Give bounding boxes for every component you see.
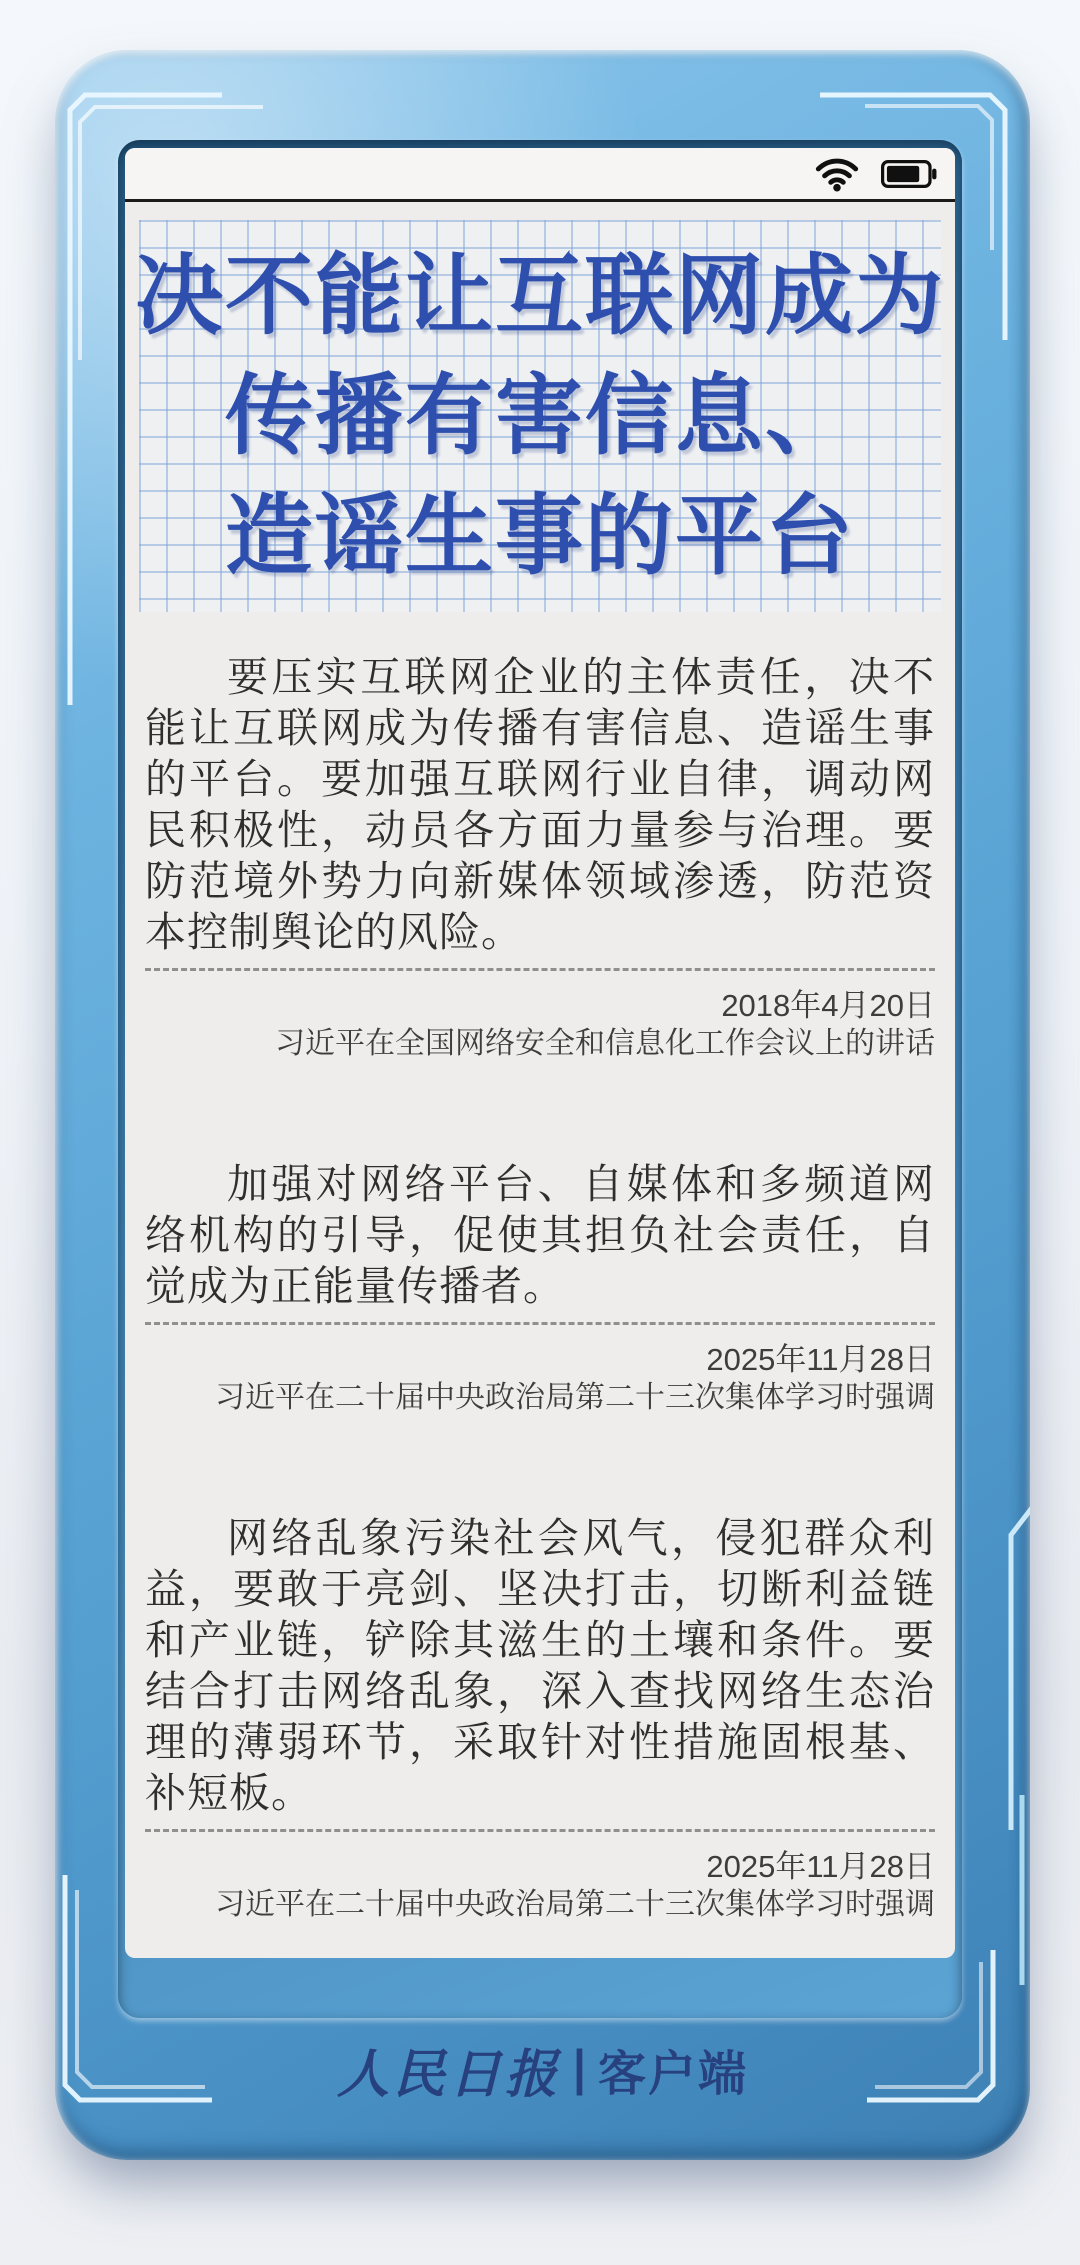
quote-section-2 bbox=[145, 1159, 935, 1417]
quote-source: 习近平在全国网络安全和信息化工作会议上的讲话 bbox=[275, 1027, 935, 1060]
page-title-line-2: 传播有害信息、 bbox=[224, 366, 855, 465]
quote-source: 习近平在二十届中央政治局第二十三次集体学习时强调 bbox=[215, 1381, 935, 1414]
app-client-label: 客户端 bbox=[598, 2048, 749, 2101]
quote-attribution bbox=[145, 1848, 935, 1924]
page-title-line-3: 造谣生事的平台 bbox=[224, 486, 855, 585]
quote-attribution bbox=[145, 987, 935, 1063]
screen-bezel bbox=[118, 140, 962, 2018]
quote-source: 习近平在二十届中央政治局第二十三次集体学习时强调 bbox=[215, 1888, 935, 1921]
quote-section-3 bbox=[145, 1513, 935, 1924]
quote-date: 2025年11月28日 bbox=[706, 1342, 935, 1377]
screen bbox=[125, 148, 955, 1958]
quote-text: 要压实互联网企业的主体责任，决不能让互联网成为传播有害信息、造谣生事的平台。要加强互联网行业自律，调动网民积极性，动员各方面力量参与治理。要防范境外势力向新媒体领域渗透，防范资本控制舆论的风险。 bbox=[145, 653, 935, 956]
dashed-divider bbox=[145, 1322, 935, 1325]
quote-text: 加强对网络平台、自媒体和多频道网络机构的引导，促使其担负社会责任，自觉成为正能量传播者。 bbox=[145, 1160, 935, 1310]
peoples-daily-masthead: 人民日报 bbox=[336, 2044, 561, 2105]
wifi-icon bbox=[815, 156, 859, 192]
battery-icon bbox=[881, 160, 937, 188]
tablet-device-frame bbox=[55, 50, 1030, 2160]
quote-list bbox=[125, 652, 955, 1924]
quote-attribution bbox=[145, 1341, 935, 1417]
quote-date: 2018年4月20日 bbox=[721, 988, 935, 1023]
quote-section-1 bbox=[145, 652, 935, 1063]
logo-divider: | bbox=[570, 2039, 589, 2096]
quote-date: 2025年11月28日 bbox=[706, 1849, 935, 1884]
dashed-divider bbox=[145, 968, 935, 971]
dashed-divider bbox=[145, 1829, 935, 1832]
page-title-line-1: 决不能让互联网成为 bbox=[135, 246, 946, 345]
quote-text: 网络乱象污染社会风气，侵犯群众利益，要敢于亮剑、坚决打击，切断利益链和产业链，铲除其滋生的土壤和条件。要结合打击网络乱象，深入查找网络生态治理的薄弱环节，采取针对性措施固根基、补短板。 bbox=[145, 1514, 935, 1817]
status-bar bbox=[125, 148, 955, 202]
title-block bbox=[135, 220, 946, 612]
peoples-daily-app-logo bbox=[55, 2032, 1030, 2107]
